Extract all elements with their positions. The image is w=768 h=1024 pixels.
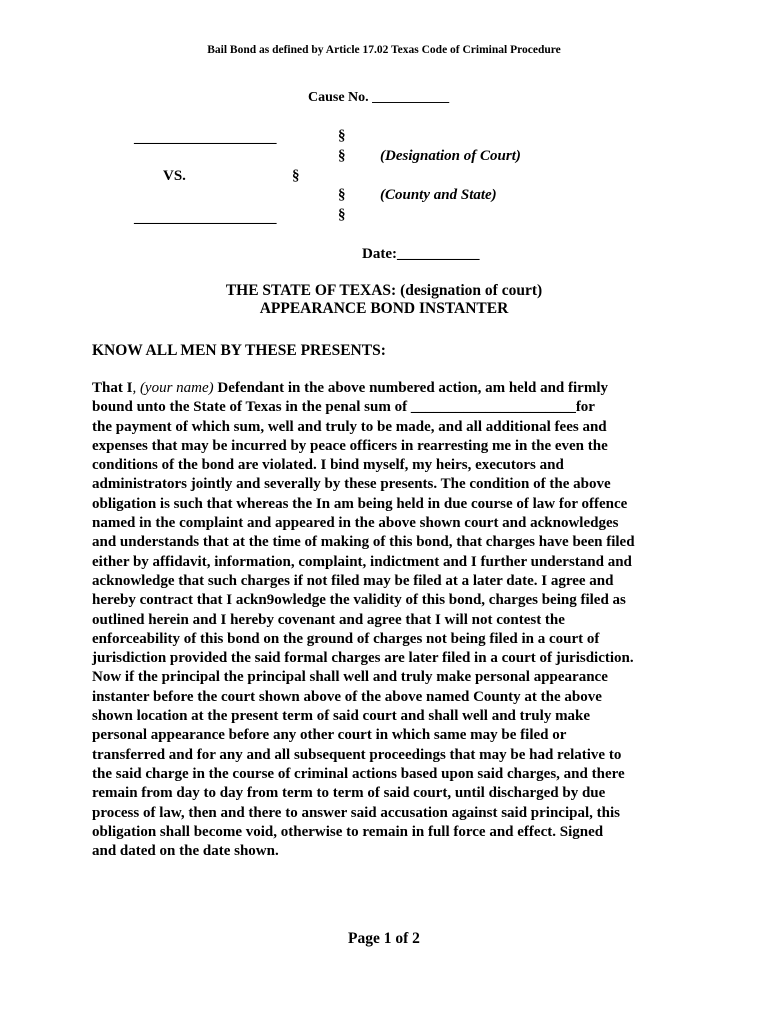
body-line1-suffix: Defendant in the above numbered action, am held and firmly <box>213 380 608 396</box>
court-designation: (Designation of Court) <box>380 148 521 164</box>
body-line: and dated on the date shown. <box>92 843 279 860</box>
section-mark: § <box>338 207 346 223</box>
section-mark: § <box>338 128 346 144</box>
party-top-line: ___________________ <box>134 130 277 146</box>
body-line: shown location at the present term of said court and shall well and truly make <box>92 708 591 725</box>
body-line1-prefix: That I <box>92 380 133 396</box>
body-line: enforceability of this bond on the ground of charges not being filed in a court of <box>92 630 600 647</box>
know-all-men-heading: KNOW ALL MEN BY THESE PRESENTS: <box>92 342 386 359</box>
body-line: and understands that at the time of making of this bond, that charges have been filed <box>92 534 635 551</box>
body-line: administrators jointly and severally by these presents. The condition of the above <box>92 476 611 493</box>
bond-body-paragraph <box>92 379 692 861</box>
body-line: obligation shall become void, otherwise to remain in full force and effect. Signed <box>92 823 604 840</box>
cause-number: Cause No. ___________ <box>308 90 450 105</box>
body-line: the said charge in the course of criminal actions based upon said charges, and there <box>92 765 625 782</box>
body-line: named in the complaint and appeared in the above shown court and acknowledges <box>92 515 619 532</box>
body-line: instanter before the court shown above of the above named County at the above <box>92 688 602 705</box>
body-line: hereby contract that I ackn9owledge the validity of this bond, charges being filed as <box>92 592 626 609</box>
bond-title-line2: APPEARANCE BOND INSTANTER <box>259 300 509 317</box>
body-line: jurisdiction provided the said formal charges are later filed in a court of jurisdiction. <box>92 650 634 667</box>
bond-title-line1: THE STATE OF TEXAS: (designation of court) <box>225 282 543 299</box>
body-line: expenses that may be incurred by peace officers in rearresting me in the even the <box>92 437 608 454</box>
body-line: obligation is such that whereas the In am being held in due course of law for offence <box>92 495 628 512</box>
your-name-placeholder: , (your name) <box>132 380 214 396</box>
body-line: process of law, then and there to answer said accusation against said principal, this <box>92 804 620 821</box>
vs-label: VS. <box>163 168 186 184</box>
body-line: bound unto the State of Texas in the penal sum of ______________________for <box>92 399 595 416</box>
body-line: remain from day to day from term to term of said court, until discharged by due <box>92 785 606 802</box>
body-line: personal appearance before any other court in which same may be filed or <box>92 727 567 744</box>
section-mark: § <box>292 168 300 184</box>
body-line: acknowledge that such charges if not filed may be filed at a later date. I agree and <box>92 572 614 589</box>
body-line: Now if the principal the principal shall well and truly make personal appearance <box>92 669 608 686</box>
county-and-state: (County and State) <box>380 187 497 203</box>
body-line: outlined herein and I hereby covenant and agree that I will not contest the <box>92 611 565 628</box>
body-line: the payment of which sum, well and truly to be made, and all additional fees and <box>92 418 607 435</box>
body-line <box>92 379 692 398</box>
party-bottom-line: ___________________ <box>134 210 277 226</box>
section-mark: § <box>338 148 346 164</box>
body-line: conditions of the bond are violated. I bind myself, my heirs, executors and <box>92 457 564 474</box>
date-field: Date:___________ <box>362 246 480 262</box>
body-line: transferred and for any and all subsequent proceedings that may be had relative to <box>92 746 622 763</box>
page-number: Page 1 of 2 <box>348 930 420 947</box>
section-mark: § <box>338 187 346 203</box>
body-line: either by affidavit, information, complaint, indictment and I further understand and <box>92 553 632 570</box>
document-header: Bail Bond as defined by Article 17.02 Texas Code of Criminal Procedure <box>207 44 561 56</box>
